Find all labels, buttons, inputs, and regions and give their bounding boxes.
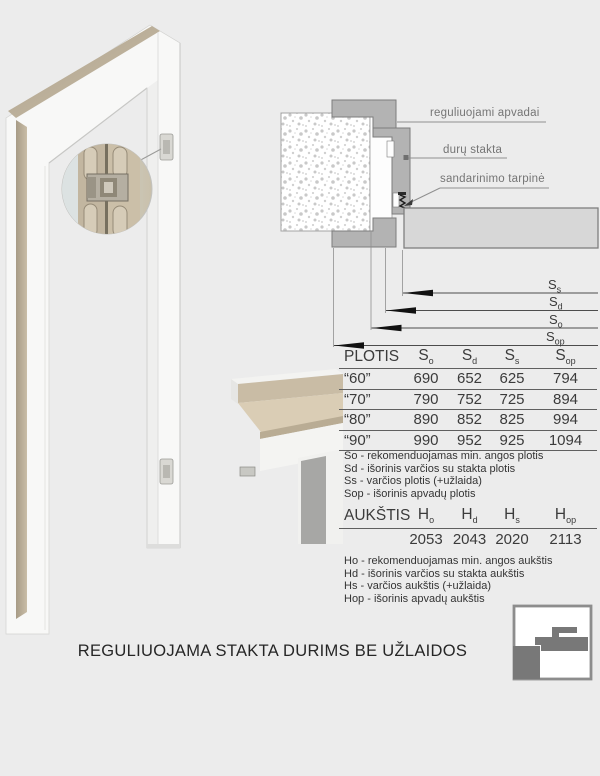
door-leaf-section — [404, 208, 598, 248]
legend-line: Hop - išorinis apvadų aukštis — [344, 593, 485, 606]
frame-edge-left — [16, 120, 27, 619]
page-title: REGULIUOJAMA STAKTA DURIMS BE UŽLAIDOS — [77, 642, 468, 660]
callout-lines — [397, 122, 549, 206]
dim-label-ss: $S_s$ — [548, 277, 562, 295]
legend-line: So - rekomenduojamas min. angos plotis — [344, 450, 544, 462]
frame-profile-illustration — [231, 369, 343, 544]
height-table-values: 2053 2043 2020 2113 — [409, 530, 582, 548]
width-legend — [344, 450, 543, 501]
wall-section — [281, 113, 370, 231]
table-row: “80” 890 852 825 994 — [339, 409, 597, 430]
table-row: “70” 790 752 725 894 — [339, 389, 597, 410]
callout-tarpine-label: sandarinimo tarpinė — [440, 173, 545, 185]
hinge-icon — [160, 459, 173, 484]
legend-line: Ho - rekomenduojamas min. angos aukštis — [344, 555, 553, 567]
dim-label-so: $S_o$ — [549, 312, 563, 330]
width-table-header: PLOTIS $S_o$ $S_d$ $S_s$ $S_{op}$ — [339, 346, 597, 368]
width-table-title: PLOTIS — [344, 348, 400, 365]
callout-stakta-label: durų stakta — [443, 144, 503, 156]
dim-label-sop: $S_{op}$ — [546, 329, 565, 347]
table-row: “90” 990 952 925 1094 — [339, 430, 597, 451]
height-table-title: AUKŠTIS — [344, 507, 411, 524]
hinge-detail-inset — [60, 142, 152, 237]
legend-line: Hd - išorinis varčios su stakta aukštis — [344, 567, 525, 580]
height-legend — [344, 555, 552, 606]
hinge-icon — [160, 134, 173, 160]
width-table — [339, 346, 597, 451]
table-row: “60” 690 652 625 794 — [339, 368, 597, 389]
height-table — [339, 504, 597, 549]
legend-line: Sop - išorinis apvadų plotis — [344, 488, 476, 501]
height-table-header: AUKŠTIS $H_o$ $H_d$ $H_s$ $H_{op}$ — [339, 504, 597, 529]
callout-apvadai-label: reguliuojami apvadai — [430, 107, 540, 119]
dim-label-sd: $S_d$ — [549, 294, 563, 312]
logo-icon — [513, 606, 591, 679]
legend-line: Sd - išorinis varčios su stakta plotis — [344, 462, 516, 475]
legend-line: Hs - varčios aukštis (+užlaida) — [344, 580, 492, 593]
door-frame-illustration — [6, 25, 180, 634]
concealed-hinge-mechanism — [87, 174, 128, 201]
legend-line: Ss - varčios plotis (+užlaida) — [344, 475, 482, 488]
